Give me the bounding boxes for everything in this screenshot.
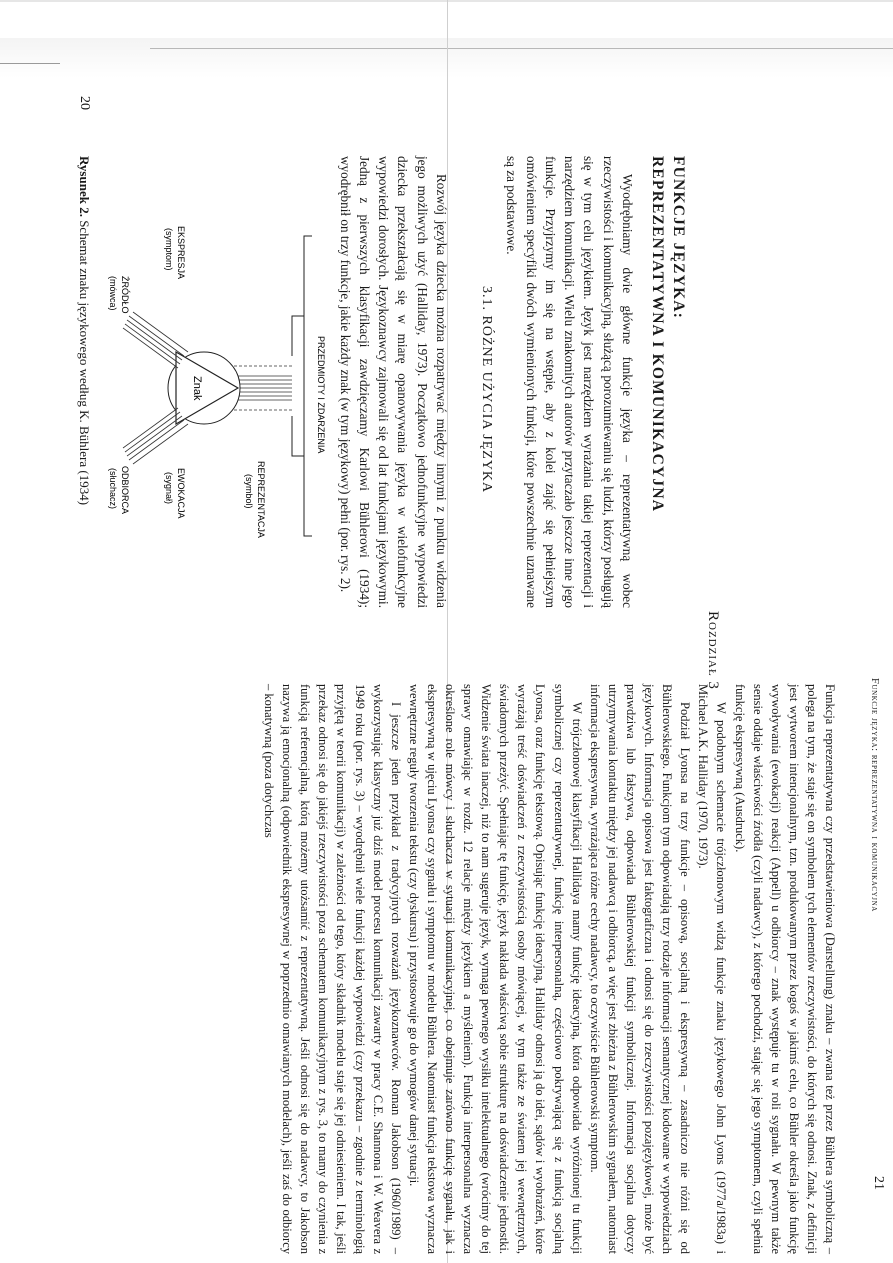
right-page-text [260,684,839,1254]
representation-sub: (symbol) [244,474,254,509]
right-page-body [262,684,839,1254]
chapter-title [647,156,689,656]
representation-label: REPREZENTACJA [256,461,266,538]
paragraph-3: Podział Lyonsa na trzy funkcje – opisową, socjalną i ekspresywną – zasadniczo nie różni się od Bühlerowskiego. Funkcjom tym odpowiadają trzy rodzaje informacji semantycznej kodowane w wypowiedziach językowych. Informacja opisowa jest faktograficzna i odnosi się do rzeczywistości pozajęzykowej, może być prawdziwa lub fałszywa, odpowiada Bühlerowskiej funkcji symbolicznej. Informacja socjalna dotyczy utrzymywania kontaktu między jej nadawcą i odbiorcą, a więc jest zbieżna z Bühlerowskim sygnałem, natomiast informacja ekspresywna, wyrażająca różne cechy nadawcy, to oczywiście Bühlerowski symptom. [587,684,693,1254]
chapter-label: Rozdział 3 [705,611,721,690]
section-paragraph: Rozwój języka dziecka można rozpatrywać między innymi z punktu widzenia jego możliwych użyć (Halliday, 1973). Początkowo jednofunkcyjne wypowiedzi dziecka przekształcają się w miarę opanowywania języka w wielofunkcyjne wypowiedzi dorosłych. Językoznawcy zajmowali się od lat funkcjami językowymi. Jedną z pierwszych klasyfikacji zawdzięczamy Karlowi Bühlerowi (1934); wyodrębnił on trzy funkcje, jakie każdy znak (w tym językowy) pełni (por. rys. 2). [337,156,449,608]
source-sub: (mówca) [108,276,118,311]
paragraph-1: Funkcja reprezentatywna czy przedstawieniowa (Darstellung) znaku – zwana też przez Bühlera symboliczną – polega na tym, że staje się on symbolem tych elementów rzeczywistości, do których się odnosi. Znak, z definicji jest wytworem intencjonalnym, tzn. produkowanym przez kogoś w jakimś celu, co Bühler określa jako funkcję wywoływania (ewokacji) reakcji (Appell) u odbiorcy – znak występuje tu w roli sygnału. W pewnym także sensie oddaje właściwości źródła (czyli nadawcy), z którego pochodzi, stając się jego symptomem, czyli spełnia funkcję ekspresywną (Ausdruck). [732,684,837,1254]
repr-bracket-right [292,416,304,456]
right-page-number: 21 [871,1176,886,1190]
receiver-label: ODBIORCA [120,466,130,515]
evocation-label: EWOKACJA [176,468,186,519]
sign-label: Znak [191,376,203,401]
section-heading: 3.1. RÓŻNE UŻYCIA JĘZYKA [479,286,494,494]
repr-bracket-left [292,316,304,356]
receiver-sub: (słuchacz) [108,468,118,510]
running-head: Funkcje języka: reprezentatywna i komunikacyjna [869,678,880,912]
left-page-number: 20 [77,96,92,110]
paragraph-4: W trójczłonowej klasyfikacji Hallidaya mamy funkcję ideacyjną, która odpowiada wyróżnionej tu funkcji symbolicznej czy reprezentatywnej, funkcję interpersonalną, częściowo pokrywającą się z funkcją socjalną Lyonsa, oraz funkcję tekstową. Opisując funkcję ideacyjną, Halliday odnosi ją do idei, sądów i wyobrażeń, które wyrażają treść doświadczeń z rzeczywistością osoby mówiącej, w tym także ze światem jej wewnętrznych, świadomych przeżyć. Spełniając tę funkcję, język nakłada właściwą sobie strukturę na doświadczenie jednostki. Widzenie świata inaczej, niż to nam sugeruje język, wymaga pewnego wysiłku intelektualnego (wrócimy do tej sprawy omawiając w rozdz. 12 relacje między językiem a myśleniem). Funkcja interpersonalna wyznacza określone role mówcy i słuchacza w sytuacji komunikacyjnej, co obejmuje zarówno funkcję sygnału, jak i ekspresywną w ujęciu Lyonsa czy sygnału i symptomu w modelu Bühlera. Natomiast funkcja tekstowa wyznacza wewnętrzne reguły tworzenia tekstu (czy dyskursu) i przystosowuje go do wymogów danej sytuacji. [406,684,584,1254]
objects-label: PRZEDMIOTY I ZDARZENIA [316,336,326,454]
caption-label: Rysunek 2. [77,156,92,217]
caption-text: Schemat znaku językowego według K. Bühlera (1934) [77,216,92,506]
scan-line-left [0,63,60,64]
chapter-title-line2: REPREZENTATYWNA I KOMUNIKACYJNA [649,156,666,513]
paragraph-2: W podobnym schemacie trójczłonowym widzą funkcje znaku językowego John Lyons (1977a/1983a) i Michael A.K. Halliday (1970, 1973). [696,684,729,1254]
evocation-sub: (sygnał) [164,472,174,505]
paragraph-5: I jeszcze jeden przykład z tradycyjnych rozważań językoznawców. Roman Jakobson (1960/1989) – wykorzystując klasyczny już dziś model procesu komunikacji zawarty w pracy C.E. Shannona i W. Weavera z 1949 roku (por. rys. 3) – wyodrębnił wiele funkcji każdej wypowiedzi (czy przekazu – zgodnie z terminologią przyjętą w teorii komunikacji) w zależności od tego, który składnik modelu staje się jej odniesieniem. I tak, jeśli przekaz odnosi się do jakiejś rzeczywistości poza schematem komunikacyjnym z rys. 3, to mamy do czynienia z funkcją referencjalną, którą możemy utożsamić z reprezentatywną. Jeśli odnosi się do nadawcy, to Jakobson nazywa ją emocjonalną (odpowiednik ekspresywnej w poprzednio omawianych modelach), jeśli zaś do odbiorcy – konatywną (poza dotychczas [262,684,403,1254]
objects-bracket [304,236,312,536]
scan-line-right [150,48,893,49]
buhler-sign-diagram [94,216,334,556]
figure-caption [76,156,92,505]
expression-sub: (symptom) [164,228,174,271]
intro-paragraph: Wyodrębniamy dwie główne funkcje języka – reprezentatywną wobec rzeczywistości i komunikacyjną, służącą porozumiewaniu się ludzi, którzy posługują się w tym celu językiem. Język jest narzędziem wyrażania takiej reprezentacji i narzędziem komunikacji. Wielu znakomitych autorów przytaczało jeszcze inne jego funkcje. Przyjrzymy im się na wstępie, aby z kolei zająć się pełniejszym omówieniem specyfiki dwóch wymienionych funkcji, które powszechnie uznawane są za podstawowe. [504,156,635,608]
chapter-title-line1: FUNKCJE JĘZYKA: [670,156,687,320]
expression-label: EKSPRESJA [176,226,186,280]
source-label: ŹRÓDŁO [120,276,130,314]
